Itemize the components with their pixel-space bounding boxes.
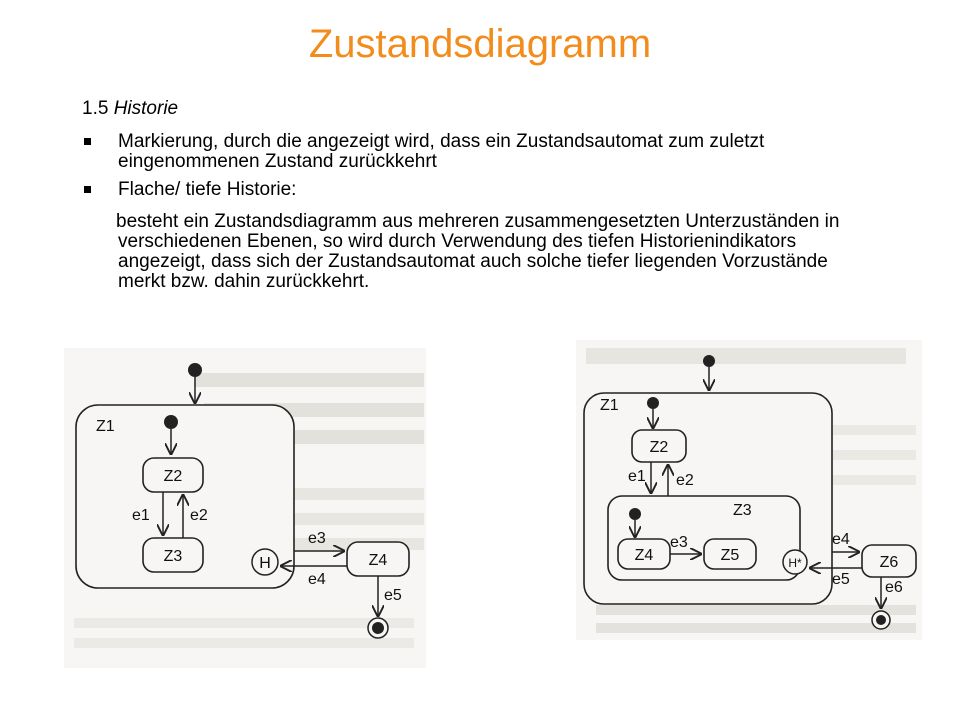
bullet-square-icon (84, 138, 91, 145)
e1-label: e1 (628, 468, 646, 485)
z3-label: Z3 (733, 502, 752, 519)
bullet-text: Flache/ tiefe Historie: (118, 179, 297, 200)
e2-label: e2 (676, 472, 694, 489)
e5-label: e5 (384, 587, 402, 604)
deep-history-svg (576, 340, 922, 640)
e6-label: e6 (885, 579, 903, 596)
initial-state-icon (188, 363, 202, 377)
z2-label: Z2 (649, 439, 669, 456)
e2-label: e2 (190, 507, 208, 524)
bullet-text: Markierung, durch die angezeigt wird, dass ein Zustandsautomat zum zuletzt eingenommenen Zustand zurückkehrt (118, 131, 765, 172)
e5-label: e5 (832, 571, 850, 588)
inner-initial-state-icon (647, 397, 659, 409)
z4-label: Z4 (368, 552, 388, 569)
z2-label: Z2 (163, 468, 183, 485)
final-state-dot (372, 622, 384, 634)
section-name: Historie (113, 98, 179, 119)
z3-initial-state-icon (629, 508, 641, 520)
deep-history-label: H* (788, 556, 802, 570)
history-label: H (259, 555, 271, 572)
shallow-history-diagram (64, 348, 426, 668)
inner-initial-state-icon (164, 415, 178, 429)
e4-label: e4 (832, 531, 850, 548)
z4-label: Z4 (634, 547, 654, 564)
slide-title: Zustandsdiagramm (308, 22, 652, 66)
initial-state-icon (703, 355, 715, 367)
e3-label: e3 (308, 530, 326, 547)
e4-label: e4 (308, 571, 326, 588)
bullet-square-icon (84, 186, 91, 193)
section-heading (82, 98, 178, 120)
z5-label: Z5 (720, 547, 740, 564)
deep-history-diagram (576, 340, 922, 640)
e3-label: e3 (670, 534, 688, 551)
z1-label: Z1 (96, 418, 115, 435)
e1-label: e1 (132, 507, 150, 524)
shallow-history-svg (64, 348, 426, 668)
history-paragraph: besteht ein Zustandsdiagramm aus mehreren zusammengesetzten Unterzuständen in verschiedenen Ebenen, so wird durch Verwendung des tiefen Historienindikators angezeigt, dass sich der Zustandsautomat auch solche tiefer liegenden Vorzustände merkt bzw. dahin zurückkehrt. (116, 211, 840, 292)
z1-label: Z1 (600, 397, 619, 414)
z6-label: Z6 (879, 554, 899, 571)
z3-label: Z3 (163, 548, 183, 565)
section-number: 1.5 (82, 98, 114, 119)
final-state-dot (876, 615, 886, 625)
